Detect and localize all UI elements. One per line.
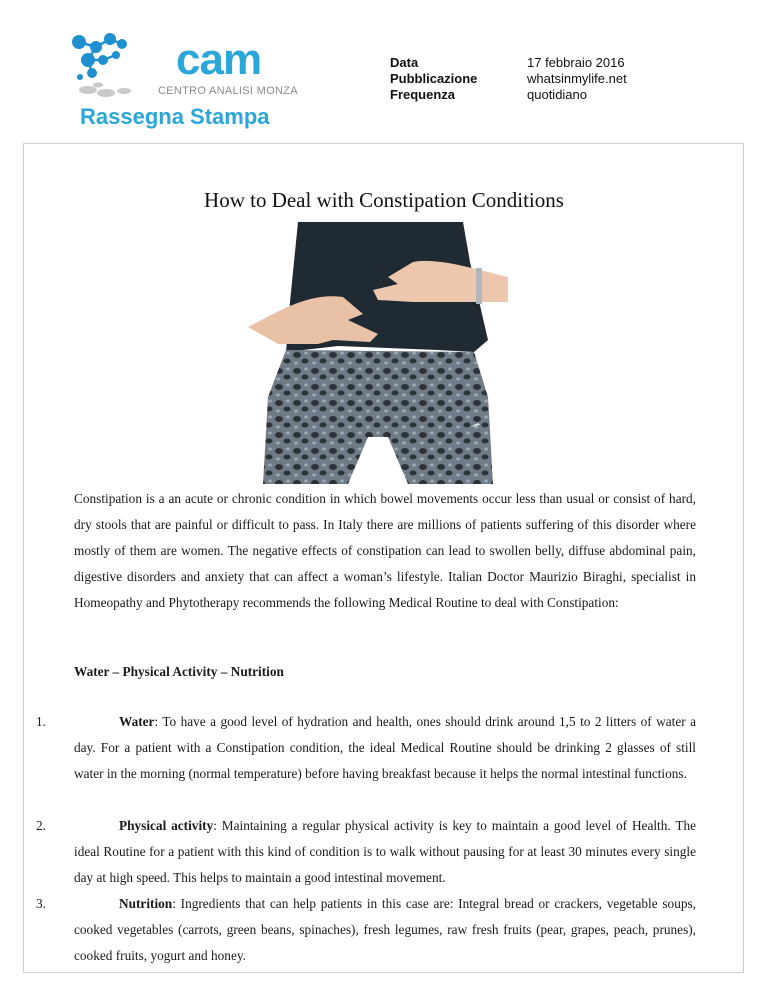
page-header (0, 0, 768, 140)
molecule-logo-icon (70, 33, 165, 103)
list-item-number: 1. (36, 714, 46, 729)
brand-subtitle: CENTRO ANALISI MONZA (158, 85, 298, 97)
list-item-term: Physical activity (119, 818, 214, 833)
list-item-text (74, 891, 696, 969)
list-item (36, 813, 696, 891)
article-title: How to Deal with Constipation Conditions (204, 188, 564, 212)
article-photo (238, 222, 518, 484)
section-heading: Water – Physical Activity – Nutrition (74, 664, 284, 679)
meta-values (527, 55, 627, 103)
list-item (36, 709, 696, 787)
meta-labels (390, 55, 477, 103)
list-item-body: : Maintaining a regular physical activity is key to maintain a good level of Health. The ideal Routine for a patient with this kind of condition is to walk without pausing for at least 30 minutes every single day at high speed. This helps to maintain a good intestinal movement. (74, 818, 696, 885)
list-item-text (74, 813, 696, 891)
list-item (36, 891, 696, 969)
meta-value-frequency: quotidiano (527, 87, 587, 102)
meta-label-data: Data (390, 55, 419, 70)
meta-value-date: 17 febbraio 2016 (527, 55, 625, 70)
list-item-term: Nutrition (119, 896, 173, 911)
meta-label-pubblicazione: Pubblicazione (390, 71, 478, 86)
list-item-number: 2. (36, 818, 46, 833)
list-item-text (74, 709, 696, 787)
list-item-body: : Ingredients that can help patients in this case are: Integral bread or crackers, vegetable soups, cooked vegetables (carrots, green beans, spinaches), fresh legumes, raw fresh fruits (pear, grapes, peach, prunes), cooked fruits, yogurt and honey. (74, 896, 696, 963)
intro-paragraph: Constipation is a an acute or chronic condition in which bowel movements occur less than usual or consist of hard, dry stools that are painful or difficult to pass. In Italy there are millions of patients suffering of this disorder where mostly of them are women. The negative effects of constipation can lead to swollen belly, diffuse abdominal pain, digestive disorders and anxiety that can affect a woman’s lifestyle. Italian Doctor Maurizio Biraghi, specialist in Homeopathy and Phytotherapy recommends the following Medical Routine to deal with Constipation: (74, 491, 696, 610)
section-title: Rassegna Stampa (80, 104, 270, 129)
meta-value-publication: whatsinmylife.net (527, 71, 627, 86)
meta-label-frequenza: Frequenza (390, 87, 456, 102)
list-item-number: 3. (36, 896, 46, 911)
list-item-body: : To have a good level of hydration and health, ones should drink around 1,5 to 2 litters of water a day. For a patient with a Constipation condition, the ideal Medical Routine should be drinking 2 glasses of still water in the morning (normal temperature) before having breakfast because it helps the normal intestinal functions. (74, 714, 696, 781)
brand-logo-text: cam (176, 35, 262, 84)
list-item-term: Water (119, 714, 155, 729)
